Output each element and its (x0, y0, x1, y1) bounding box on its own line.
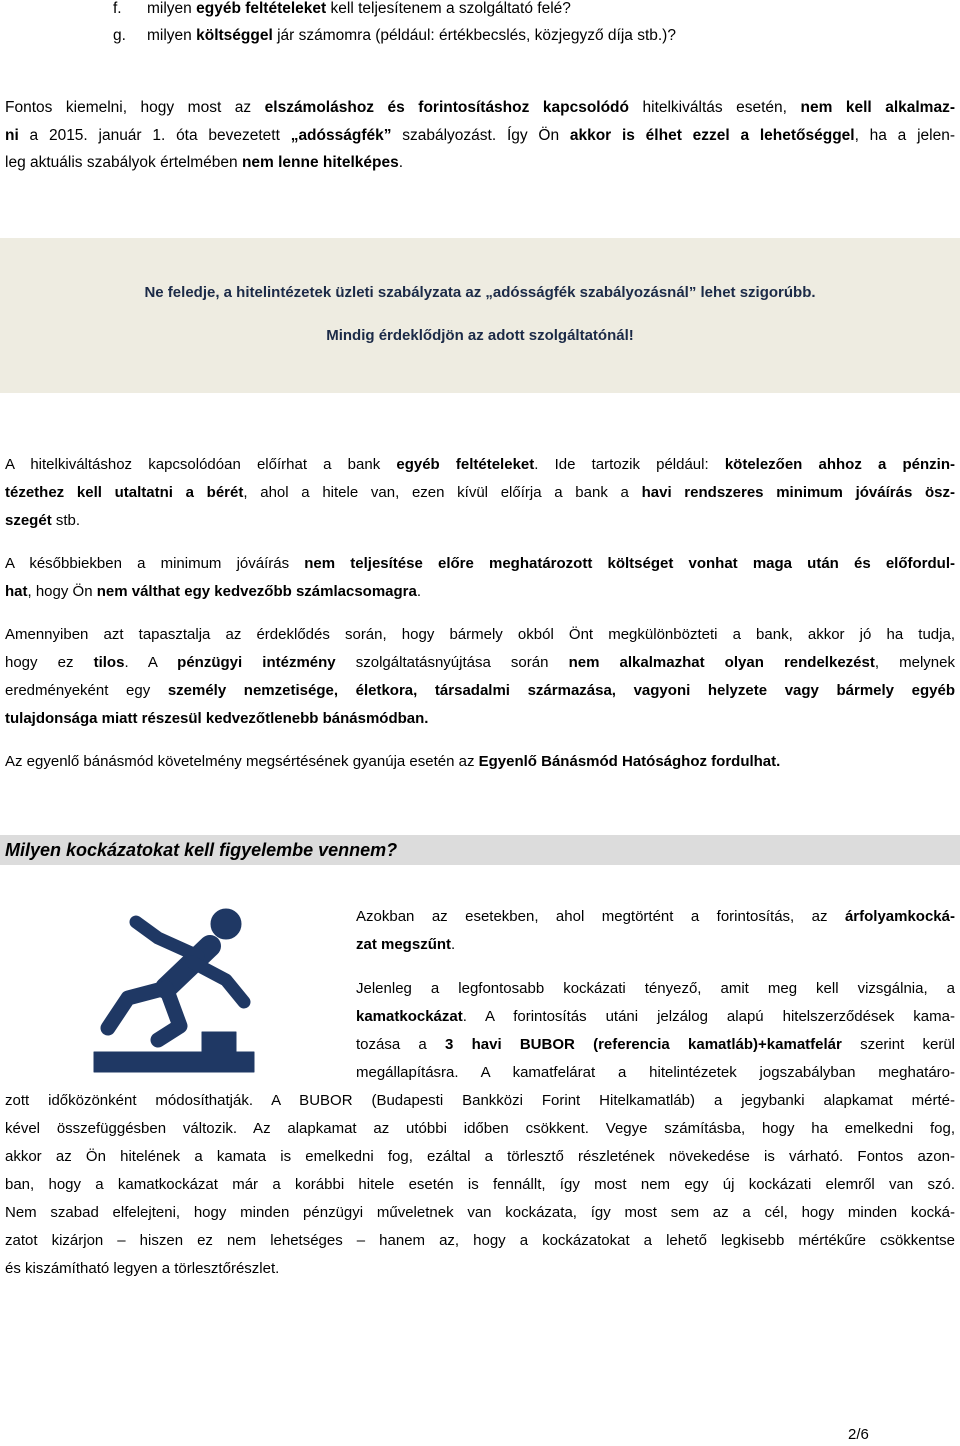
paragraph-line (5, 677, 955, 705)
bold-text-run: Egyenlő Bánásmód Hatósághoz fordulhat. (478, 753, 781, 770)
bold-text-run: egyéb feltételeket (396, 456, 535, 473)
bold-text-run: havi rendszeres minimum jóváírás ösz- (641, 484, 955, 501)
bold-text-run: akkor is élhet ezzel a lehetőséggel (569, 126, 855, 144)
bold-text-run: 3 havi BUBOR (referencia kamatláb)+kamatfelár (445, 1036, 842, 1053)
text-run: tozása a (356, 1036, 446, 1053)
bold-text-run: hat (5, 583, 28, 600)
text-run: Jelenleg a legfontosabb kockázati tényező, amit meg kell vizsgálnia, a (356, 980, 955, 997)
text-run: Azokban az esetekben, ahol megtörtént a forintosítás, az (356, 908, 845, 925)
text-run: . (416, 583, 422, 600)
callout-advice: Mindig érdeklődjön az adott szolgáltatónál! (326, 327, 634, 344)
text-run: ban, hogy a kamatkockázat már a korábbi hitele esetén is fennállt, így most nem egy új kockázati elemről van szó. (5, 1176, 955, 1193)
paragraph-line (5, 122, 955, 150)
text-run: hogy ez (5, 654, 94, 671)
paragraph-line (5, 1227, 955, 1255)
bold-text-run: „adósságfék” (290, 126, 392, 144)
falling-person-icon (86, 900, 258, 1076)
paragraph-line (5, 748, 955, 776)
paragraph-line (356, 931, 955, 959)
text-run: . A forintosítás utáni jelzálog alapú hitelszerződések kama- (462, 1008, 955, 1025)
risk-paragraph-fx (356, 903, 955, 959)
bold-text-run: nem alkalmazhat olyan rendelkezést (568, 654, 875, 671)
text-run: stb. (51, 512, 81, 529)
bold-text-run: személy nemzetisége, életkora, társadalmi származása, vagyoni helyzete vagy bármely egyéb (167, 682, 955, 699)
bold-text-run: egyéb feltételeket (196, 0, 327, 17)
bold-text-run: tilos (93, 654, 125, 671)
bold-text-run: költséggel (196, 27, 273, 44)
paragraph-line (5, 550, 955, 578)
callout-warning: Ne feledje, a hitelintézetek üzleti szabályzata az „adósságfék szabályozásnál” lehet szigorúbb. (144, 284, 816, 301)
text-run: . (451, 936, 456, 953)
risk-paragraph-interest-continued (5, 1087, 955, 1283)
bold-text-run: tulajdonsága miatt részesül kedvezőtlenebb bánásmódban. (5, 710, 429, 727)
bold-text-run: tézethez kell utaltatni a bérét (5, 484, 244, 501)
paragraph-line (5, 621, 955, 649)
text-run: zatot kizárjon – hiszen ez nem lehetséges – hanem az, hogy a kockázatokat a lehető legkisebb mértékűre csökkentse (5, 1232, 955, 1249)
text-run: zott időközönként módosíthatják. A BUBOR (Budapesti Bankközi Forint Hitelkamatláb) a jegybanki alapkamat mérté- (5, 1092, 955, 1109)
paragraph-line (5, 1171, 955, 1199)
text-run: kével összefüggésben változik. Az alapkamat az utóbbi időben csökkent. Vegye számításba, hogy ha emelkedni fog, (5, 1120, 955, 1137)
paragraph-line (5, 705, 955, 733)
paragraph-line (5, 479, 955, 507)
callout-box (0, 238, 960, 393)
bold-text-run: nem kell alkalmaz- (800, 99, 956, 116)
list-marker-f: f. (113, 0, 122, 17)
paragraph-line (5, 578, 955, 606)
bold-text-run: kamatkockázat (356, 1008, 463, 1025)
text-run: hitelkiváltás esetén, (629, 99, 801, 116)
text-run: jár számomra (például: értékbecslés, közjegyző díja stb.)? (272, 27, 676, 44)
equal-treatment-paragraph (5, 621, 955, 733)
icon-head (211, 909, 241, 939)
paragraph-line (5, 1199, 955, 1227)
text-run: , melynek (874, 654, 955, 671)
falling-person-figure (94, 909, 254, 1072)
text-run: Az egyenlő bánásmód követelmény megsértésének gyanúja esetén az (5, 753, 479, 770)
question-item-f (147, 0, 947, 18)
intro-paragraph (5, 94, 955, 177)
paragraph-line (5, 649, 955, 677)
icon-leg-kick (108, 988, 166, 1028)
paragraph-line (356, 903, 955, 931)
text-run: kell teljesítenem a szolgáltató felé? (326, 0, 571, 17)
bold-text-run: ni (5, 126, 19, 144)
minimum-credit-paragraph (5, 550, 955, 606)
bold-text-run: nem lenne hitelképes (241, 154, 399, 171)
icon-arm-back (136, 922, 198, 956)
text-run: . (398, 154, 404, 171)
paragraph-line (5, 94, 955, 122)
paragraph-line (356, 1059, 955, 1087)
bold-text-run: elszámoláshoz és forintosításhoz kapcsolódó (264, 99, 629, 116)
text-run: Nem szabad elfelejteni, hogy minden pénzügyi műveletnek van kockázata, így most sem az a cél, hogy minden kocká- (5, 1204, 955, 1221)
list-marker-g: g. (113, 27, 126, 44)
question-line (147, 0, 947, 18)
text-run: . Ide tartozik például: (534, 456, 725, 473)
text-run: szabályozást. Így Ön (391, 126, 570, 144)
paragraph-line (5, 507, 955, 535)
text-run: a 2015. január 1. óta bevezetett (18, 126, 291, 144)
text-run: , ahol a hitele van, ezen kívül előírja a bank a (243, 484, 642, 501)
bold-text-run: szegét (5, 512, 52, 529)
text-run: megállapításra. A kamatfelárat a hitelintézetek jogszabályban meghatáro- (356, 1064, 955, 1081)
section-heading: Milyen kockázatokat kell figyelembe vennem? (0, 835, 960, 865)
risk-paragraph-interest (356, 975, 955, 1087)
question-line (147, 27, 947, 45)
text-run: milyen (147, 27, 197, 44)
paragraph-line (5, 1087, 955, 1115)
text-run: A későbbiekben a minimum jóváírás (5, 555, 305, 572)
paragraph-line (5, 1255, 955, 1283)
text-run: Fontos kiemelni, hogy most az (5, 99, 265, 116)
bold-text-run: zat megszűnt (356, 936, 452, 953)
text-run: milyen (147, 0, 197, 17)
bold-text-run: nem teljesítése előre meghatározott költséget vonhat maga után és előfordul- (304, 555, 955, 572)
paragraph-line (5, 451, 955, 479)
paragraph-line (356, 1003, 955, 1031)
page-number: 2/6 (848, 1426, 869, 1443)
paragraph-line (5, 149, 955, 177)
bold-text-run: árfolyamkocká- (844, 908, 955, 925)
text-run: leg aktuális szabályok értelmében (5, 154, 242, 171)
text-run: Amennyiben azt tapasztalja az érdeklődés során, hogy bármely okból Önt megkülönbözteti a bank, akkor jó ha tudja, (5, 626, 955, 643)
icon-ground (94, 1052, 254, 1072)
icon-leg-trip (158, 988, 180, 1040)
bold-text-run: pénzügyi intézmény (177, 654, 336, 671)
bold-text-run: kötelezően ahhoz a pénzin- (724, 456, 956, 473)
text-run: , hogy Ön (27, 583, 97, 600)
text-run: eredményeként egy (5, 682, 168, 699)
bold-text-run: nem válthat egy kedvezőbb számlacsomagra (96, 583, 417, 600)
paragraph-line (5, 1115, 955, 1143)
text-run: . A (124, 654, 178, 671)
icon-obstacle (202, 1032, 236, 1052)
paragraph-line (356, 975, 955, 1003)
complaint-paragraph (5, 748, 955, 776)
text-run: és kiszámítható legyen a törlesztőrészlet. (5, 1260, 280, 1277)
icon-arm-front (192, 962, 244, 1002)
text-run: szolgáltatásnyújtása során (335, 654, 569, 671)
text-run: akkor az Ön hitelének a kamata is emelkedni fog, ezáltal a törlesztő részletének növekedése is várható. Fontos azon- (5, 1148, 955, 1165)
text-run: , ha a jelen- (854, 126, 955, 144)
text-run: szerint kerül (841, 1036, 956, 1053)
conditions-paragraph (5, 451, 955, 535)
text-run: A hitelkiváltáshoz kapcsolódóan előírhat a bank (5, 456, 397, 473)
question-item-g (147, 27, 947, 45)
paragraph-line (356, 1031, 955, 1059)
paragraph-line (5, 1143, 955, 1171)
